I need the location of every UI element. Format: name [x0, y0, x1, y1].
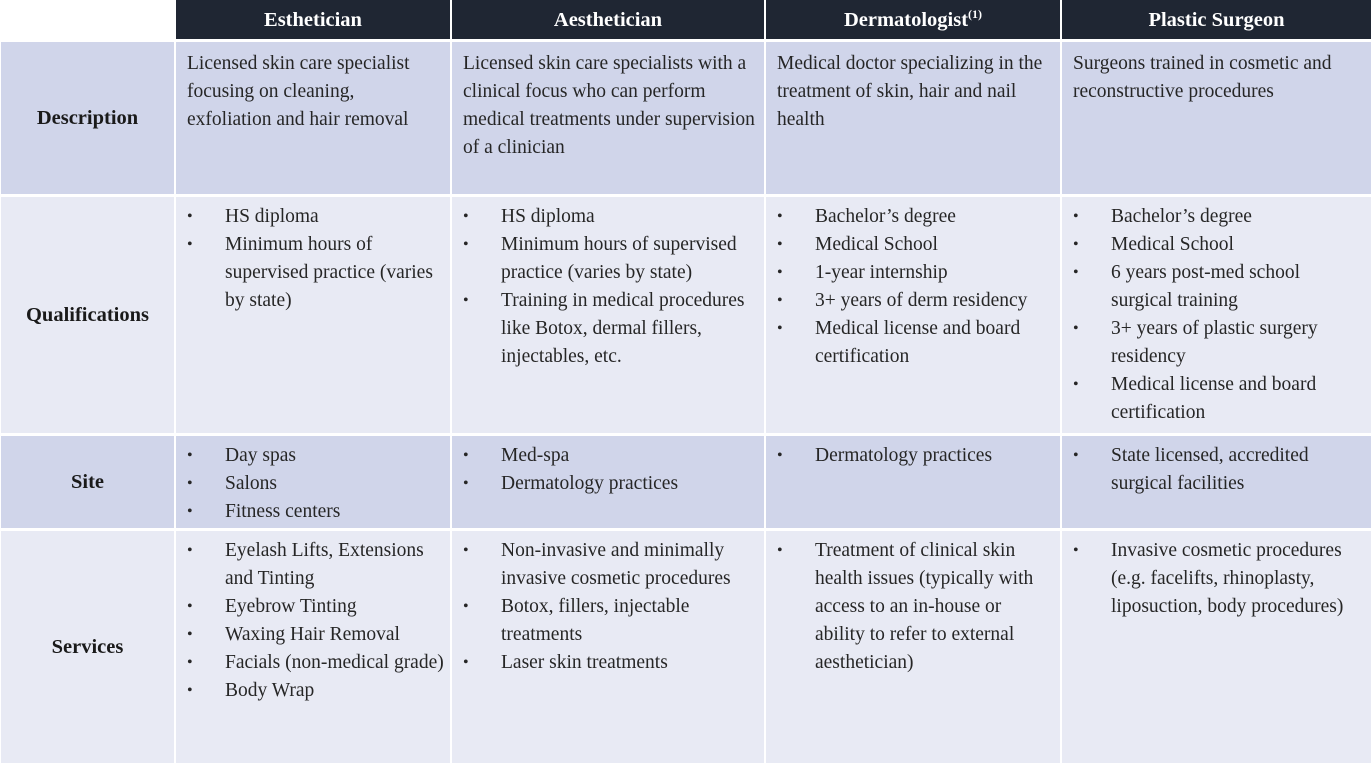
list-item-text: Eyebrow Tinting — [225, 596, 357, 617]
list-item-text: Eyelash Lifts, Extensions and Tinting — [225, 540, 424, 589]
bullet-icon: • — [1073, 542, 1079, 559]
bullet-list — [452, 436, 764, 498]
list-item-text: Facials (non-medical grade) — [225, 652, 444, 673]
bullet-list — [176, 531, 450, 705]
bullet-icon: • — [187, 236, 193, 253]
bullet-list — [452, 197, 764, 371]
bullet-list — [766, 436, 1060, 470]
bullet-icon: • — [777, 320, 783, 337]
corner-cell — [1, 0, 176, 42]
description-text: Surgeons trained in cosmetic and reconstructive procedures — [1073, 53, 1332, 102]
bullet-icon: • — [1073, 208, 1079, 225]
row-label-description: Description — [1, 42, 176, 197]
bullet-list — [1062, 531, 1371, 621]
description-text: Medical doctor specializing in the treatment of skin, hair and nail health — [777, 53, 1043, 130]
header-plastic-surgeon: Plastic Surgeon — [1062, 0, 1371, 42]
list-item — [187, 593, 444, 621]
list-item — [187, 470, 444, 498]
description-text: Licensed skin care specialists with a clinical focus who can perform medical treatments under supervision of a clinician — [463, 53, 755, 158]
row-site — [1, 436, 1371, 531]
cell-site-plastic-surgeon — [1062, 436, 1371, 531]
list-item-text: Dermatology practices — [501, 473, 679, 494]
bullet-icon: • — [777, 236, 783, 253]
cell-services-esthetician — [176, 531, 452, 766]
bullet-icon: • — [187, 626, 193, 643]
bullet-icon: • — [1073, 376, 1079, 393]
list-item — [187, 649, 444, 677]
list-item-text: HS diploma — [501, 206, 595, 227]
list-item — [463, 231, 758, 287]
list-item — [1073, 203, 1365, 231]
list-item — [187, 677, 444, 705]
list-item-text: Non-invasive and minimally invasive cosmetic procedures — [501, 540, 731, 589]
cell-qualifications-plastic-surgeon — [1062, 197, 1371, 436]
bullet-icon: • — [777, 264, 783, 281]
footnote-marker: (1) — [968, 6, 983, 21]
cell-qualifications-aesthetician — [452, 197, 766, 436]
bullet-list — [766, 531, 1060, 677]
bullet-icon: • — [463, 447, 469, 464]
list-item — [777, 203, 1054, 231]
bullet-icon: • — [1073, 264, 1079, 281]
list-item-text: Medical School — [1111, 234, 1234, 255]
list-item — [1073, 537, 1365, 621]
bullet-icon: • — [187, 447, 193, 464]
list-item — [463, 537, 758, 593]
list-item — [777, 315, 1054, 371]
bullet-icon: • — [187, 208, 193, 225]
list-item — [463, 470, 758, 498]
bullet-icon: • — [187, 598, 193, 615]
list-item-text: Dermatology practices — [815, 445, 993, 466]
bullet-icon: • — [777, 208, 783, 225]
cell-services-plastic-surgeon — [1062, 531, 1371, 766]
list-item — [777, 259, 1054, 287]
list-item-text: Waxing Hair Removal — [225, 624, 400, 645]
bullet-icon: • — [187, 503, 193, 520]
list-item — [1073, 315, 1365, 371]
list-item — [777, 231, 1054, 259]
header-esthetician: Esthetician — [176, 0, 452, 42]
list-item-text: Salons — [225, 473, 278, 494]
bullet-icon: • — [777, 542, 783, 559]
bullet-icon: • — [777, 447, 783, 464]
list-item-text: Training in medical procedures like Botox, dermal fillers, injectables, etc. — [501, 290, 745, 367]
cell-description-dermatologist — [766, 42, 1062, 197]
list-item-text: Med-spa — [501, 445, 570, 466]
bullet-icon: • — [187, 682, 193, 699]
list-item-text: Treatment of clinical skin health issues (typically with access to an in-house or ability to refer to external aesthetician) — [815, 540, 1034, 673]
list-item-text: Body Wrap — [225, 680, 315, 701]
cell-site-esthetician — [176, 436, 452, 531]
list-item — [187, 537, 444, 593]
bullet-icon: • — [1073, 236, 1079, 253]
list-item — [1073, 442, 1365, 498]
bullet-icon: • — [777, 292, 783, 309]
bullet-icon: • — [1073, 447, 1079, 464]
bullet-icon: • — [1073, 320, 1079, 337]
list-item — [187, 442, 444, 470]
list-item-text: Botox, fillers, injectable treatments — [501, 596, 690, 645]
header-dermatologist: Dermatologist$^{(1)}$ — [766, 0, 1062, 42]
list-item-text: Fitness centers — [225, 501, 341, 522]
header-row — [1, 0, 1371, 42]
cell-description-plastic-surgeon — [1062, 42, 1371, 197]
list-item-text: Day spas — [225, 445, 296, 466]
list-item-text: 6 years post-med school surgical training — [1111, 262, 1301, 311]
bullet-icon: • — [187, 542, 193, 559]
list-item-text: Minimum hours of supervised practice (varies by state) — [225, 234, 433, 311]
bullet-list — [1062, 436, 1371, 498]
bullet-list — [766, 197, 1060, 371]
row-services — [1, 531, 1371, 766]
list-item — [1073, 231, 1365, 259]
list-item — [1073, 259, 1365, 315]
list-item — [463, 287, 758, 371]
list-item-text: Invasive cosmetic procedures (e.g. facelifts, rhinoplasty, liposuction, body procedures) — [1111, 540, 1344, 617]
bullet-icon: • — [463, 542, 469, 559]
list-item — [187, 621, 444, 649]
bullet-list — [176, 197, 450, 315]
bullet-icon: • — [187, 654, 193, 671]
bullet-list — [176, 436, 450, 526]
list-item — [187, 203, 444, 231]
comparison-table — [1, 0, 1371, 766]
list-item-text: 1-year internship — [815, 262, 948, 283]
row-label-site: Site — [1, 436, 176, 531]
list-item-text: Medical School — [815, 234, 938, 255]
list-item-text: Minimum hours of supervised practice (varies by state) — [501, 234, 737, 283]
list-item-text: Medical license and board certification — [1111, 374, 1317, 423]
bullet-icon: • — [463, 208, 469, 225]
list-item — [777, 537, 1054, 677]
bullet-list — [452, 531, 764, 677]
cell-site-aesthetician — [452, 436, 766, 531]
bullet-list — [1062, 197, 1371, 427]
bullet-icon: • — [463, 598, 469, 615]
header-aesthetician: Aesthetician — [452, 0, 766, 42]
list-item-text: Bachelor’s degree — [1111, 206, 1252, 227]
row-qualifications — [1, 197, 1371, 436]
bullet-icon: • — [463, 475, 469, 492]
list-item-text: Bachelor’s degree — [815, 206, 956, 227]
list-item — [187, 231, 444, 315]
list-item — [777, 287, 1054, 315]
list-item-text: State licensed, accredited surgical facilities — [1111, 445, 1309, 494]
row-label-qualifications: Qualifications — [1, 197, 176, 436]
row-description — [1, 42, 1371, 197]
list-item-text: Medical license and board certification — [815, 318, 1021, 367]
list-item — [463, 593, 758, 649]
list-item — [463, 649, 758, 677]
bullet-icon: • — [463, 292, 469, 309]
description-text: Licensed skin care specialist focusing on cleaning, exfoliation and hair removal — [187, 53, 410, 130]
list-item-text: 3+ years of derm residency — [815, 290, 1028, 311]
list-item — [187, 498, 444, 526]
cell-description-esthetician — [176, 42, 452, 197]
list-item — [463, 203, 758, 231]
bullet-icon: • — [463, 654, 469, 671]
cell-services-aesthetician — [452, 531, 766, 766]
cell-services-dermatologist — [766, 531, 1062, 766]
list-item — [463, 442, 758, 470]
row-label-services: Services — [1, 531, 176, 766]
list-item-text: 3+ years of plastic surgery residency — [1111, 318, 1318, 367]
list-item-text: HS diploma — [225, 206, 319, 227]
list-item — [1073, 371, 1365, 427]
list-item-text: Laser skin treatments — [501, 652, 668, 673]
list-item — [777, 442, 1054, 470]
bullet-icon: • — [463, 236, 469, 253]
cell-qualifications-dermatologist — [766, 197, 1062, 436]
cell-site-dermatologist — [766, 436, 1062, 531]
cell-qualifications-esthetician — [176, 197, 452, 436]
cell-description-aesthetician — [452, 42, 766, 197]
bullet-icon: • — [187, 475, 193, 492]
